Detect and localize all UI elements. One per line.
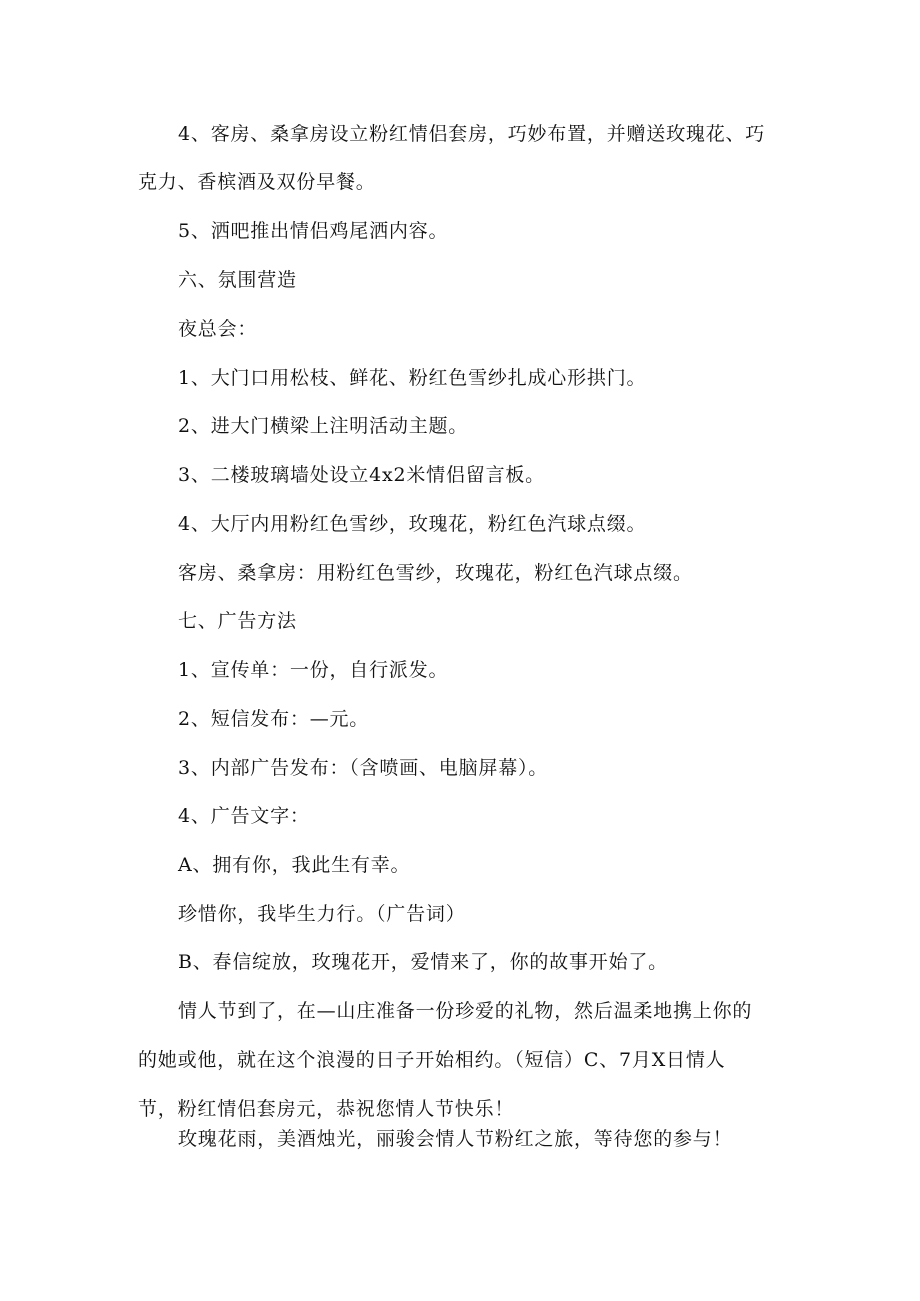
paragraph-line: 3、二楼玻璃墙处设立4x2米情侣留言板。 [178, 464, 545, 486]
paragraph-line: A、拥有你，我此生有幸。 [178, 854, 411, 876]
paragraph-line: 4、广告文字： [178, 805, 310, 827]
paragraph-line: 2、进大门横梁上注明活动主题。 [178, 415, 469, 437]
section-heading: 七、广告方法 [178, 610, 297, 632]
paragraph-line: B、春信绽放，玫瑰花开，爱情来了，你的故事开始了。 [178, 951, 668, 973]
paragraph-line: 珍惜你，我毕生力行。（广告词） [178, 903, 466, 925]
paragraph-line: 节，粉红情侣套房元，恭祝您情人节快乐！ [138, 1098, 515, 1120]
paragraph-line: 1、宣传单：一份，自行派发。 [178, 659, 449, 681]
paragraph-line: 客房、桑拿房：用粉红色雪纱，玫瑰花，粉红色汽球点缀。 [178, 562, 693, 584]
paragraph-line: 夜总会： [178, 318, 258, 340]
section-heading: 六、氛围营造 [178, 269, 297, 291]
paragraph-line: 玫瑰花雨，美酒烛光，丽骏会情人节粉红之旅，等待您的参与！ [178, 1128, 733, 1150]
paragraph-line: 4、大厅内用粉红色雪纱，玫瑰花，粉红色汽球点缀。 [178, 513, 647, 535]
paragraph-line: 2、短信发布：—元。 [178, 708, 370, 730]
paragraph-line: 3、内部广告发布：（含喷画、电脑屏幕）。 [178, 757, 549, 779]
paragraph-line: 5、洒吧推出情侣鸡尾洒内容。 [178, 220, 449, 242]
paragraph-line: 的她或他，就在这个浪漫的日子开始相约。（短信）C、7月X日情人 [138, 1049, 726, 1071]
paragraph-line: 情人节到了，在—山庄准备一份珍爱的礼物，然后温柔地携上你的 [178, 1000, 753, 1022]
paragraph-line: 1、大门口用松枝、鲜花、粉红色雪纱扎成心形拱门。 [178, 367, 647, 389]
paragraph-line: 克力、香槟酒及双份早餐。 [138, 171, 376, 193]
paragraph-line: 4、客房、桑拿房设立粉红情侣套房，巧妙布置，并赠送玫瑰花、巧 [178, 123, 766, 145]
